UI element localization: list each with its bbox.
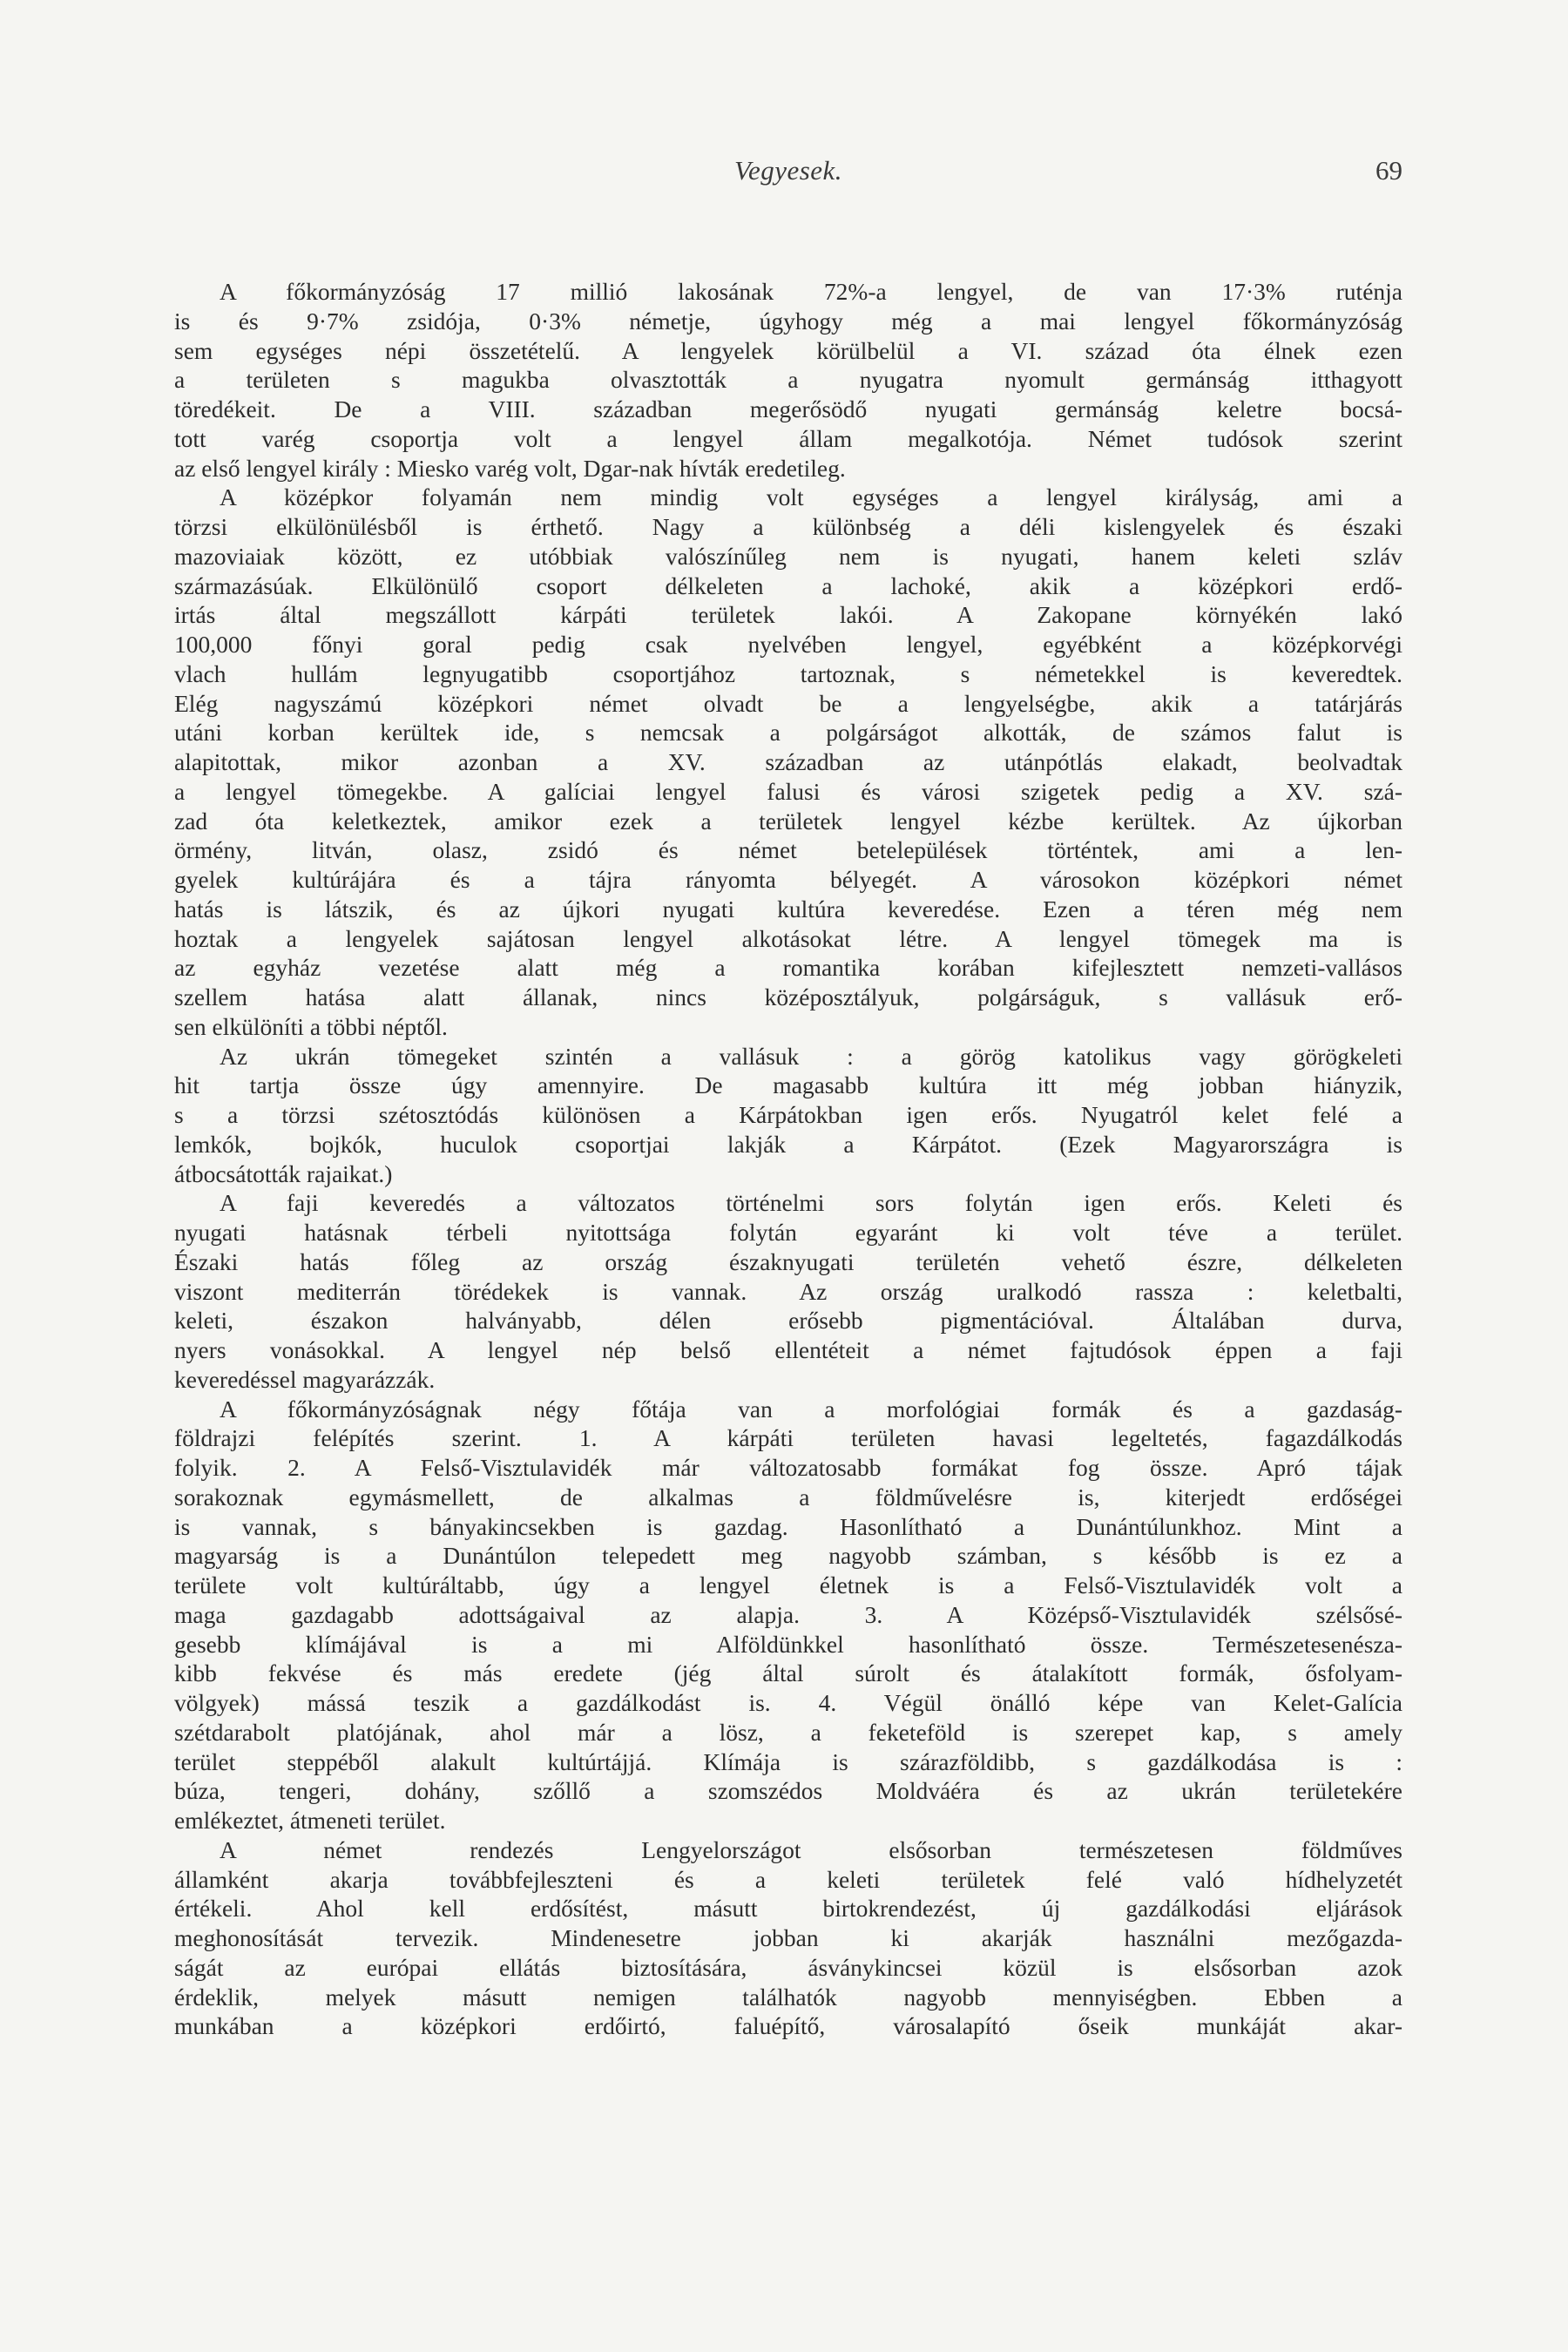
running-title: Vegyesek. bbox=[733, 155, 843, 186]
text-line: terület steppéből alakult kultúrtájjá. Klímája is szárazföldibb, s gazdálkodása is : bbox=[174, 1747, 1402, 1775]
text-line: ságát az európai ellátás biztosítására, ásványkincsei közül is elsősorban azok bbox=[174, 1953, 1402, 1981]
text-line: töredékeit. De a VIII. században megerősödő nyugati germánság keletre bocsá- bbox=[174, 395, 1402, 422]
text-line: zad óta keletkeztek, amikor ezek a területek lengyel kézbe kerültek. Az újkorban bbox=[174, 807, 1402, 835]
page-number: 69 bbox=[1375, 155, 1402, 186]
text-line: is és 9·7% zsidója, 0·3% németje, úgyhogy még a mai lengyel főkormányzóság bbox=[174, 307, 1402, 335]
text-line: is vannak, s bányakincsekben is gazdag. Hasonlítható a Dunántúlunkhoz. Mint a bbox=[174, 1512, 1402, 1540]
text-line: nyugati hatásnak térbeli nyitottsága folytán egyaránt ki volt téve a terület. bbox=[174, 1219, 1402, 1246]
body-text bbox=[174, 277, 1402, 2041]
text-line: vlach hullám legnyugatibb csoportjához tartoznak, s németekkel is keveredtek. bbox=[174, 659, 1402, 687]
text-line: meghonosítását tervezik. Mindenesetre jobban ki akarják használni mezőgazda- bbox=[174, 1924, 1402, 1951]
text-line: földrajzi felépítés szerint. 1. A kárpáti területen havasi legeltetés, fagazdálkodás bbox=[174, 1424, 1402, 1452]
text-line: A középkor folyamán nem mindig volt egységes a lengyel királyság, ami a bbox=[220, 483, 1402, 511]
text-line: sen elkülöníti a többi néptől. bbox=[174, 1012, 448, 1040]
text-line: keleti, északon halványabb, délen erősebb pigmentációval. Általában durva, bbox=[174, 1307, 1402, 1335]
text-line: sem egységes népi összetételű. A lengyelek körülbelül a VI. század óta élnek ezen bbox=[174, 336, 1402, 364]
text-line: Az ukrán tömegeket szintén a vallásuk : a görög katolikus vagy görögkeleti bbox=[220, 1042, 1402, 1070]
text-line: viszont mediterrán törédekek is vannak. Az ország uralkodó rassza : keletbalti, bbox=[174, 1277, 1402, 1305]
text-line: származásúak. Elkülönülő csoport délkeleten a lachoké, akik a középkori erdő- bbox=[174, 571, 1402, 599]
text-line: érdeklik, melyek másutt nemigen találhatók nagyobb mennyiségben. Ebben a bbox=[174, 1983, 1402, 2011]
text-line: A faji keveredés a változatos történelmi sors folytán igen erős. Keleti és bbox=[220, 1189, 1402, 1217]
text-line: maga gazdagabb adottságaival az alapja. 3. A Középső-Visztulavidék szélsősé- bbox=[174, 1600, 1402, 1628]
text-line: alapitottak, mikor azonban a XV. században az utánpótlás elakadt, beolvadtak bbox=[174, 748, 1402, 775]
text-line: Északi hatás főleg az ország északnyugati területén vehető észre, délkeleten bbox=[174, 1247, 1402, 1275]
text-line: tott varég csoportja volt a lengyel állam megalkotója. Német tudósok szerint bbox=[174, 424, 1402, 452]
text-line: a lengyel tömegekbe. A galíciai lengyel falusi és városi szigetek pedig a XV. szá- bbox=[174, 777, 1402, 805]
text-line: szétdarabolt platójának, ahol már a lösz, a feketeföld is szerepet kap, s amely bbox=[174, 1718, 1402, 1746]
text-line: az első lengyel király : Miesko varég volt, Dgar-nak hívták eredetileg. bbox=[174, 454, 846, 482]
text-line: mazoviaiak között, ez utóbbiak valószínűleg nem is nyugati, hanem keleti szláv bbox=[174, 542, 1402, 570]
text-line: utáni korban kerültek ide, s nemcsak a polgárságot alkották, de számos falut is bbox=[174, 719, 1402, 747]
text-line: 100,000 főnyi goral pedig csak nyelvében lengyel, egyébként a középkorvégi bbox=[174, 631, 1402, 658]
text-line: hoztak a lengyelek sajátosan lengyel alkotásokat létre. A lengyel tömegek ma is bbox=[174, 924, 1402, 952]
text-line: az egyház vezetése alatt még a romantika korában kifejlesztett nemzeti-vallásos bbox=[174, 954, 1402, 982]
text-line: átbocsátották rajaikat.) bbox=[174, 1159, 393, 1187]
text-line: keveredéssel magyarázzák. bbox=[174, 1365, 436, 1393]
text-line: örmény, litván, olasz, zsidó és német betelepülések történtek, ami a len- bbox=[174, 836, 1402, 864]
text-line: búza, tengeri, dohány, szőllő a szomszédos Moldváéra és az ukrán területekére bbox=[174, 1777, 1402, 1805]
text-line: államként akarja továbbfejleszteni és a keleti területek felé való hídhelyzetét bbox=[174, 1865, 1402, 1893]
text-line: s a törzsi szétosztódás különösen a Kárpátokban igen erős. Nyugatról kelet felé a bbox=[174, 1101, 1402, 1128]
text-line: folyik. 2. A Felső-Visztulavidék már változatosabb formákat fog össze. Apró tájak bbox=[174, 1454, 1402, 1481]
text-line: A német rendezés Lengyelországot elsősorban természetesen földműves bbox=[220, 1835, 1402, 1863]
text-line: értékeli. Ahol kell erdősítést, másutt birtokrendezést, új gazdálkodási eljárások bbox=[174, 1895, 1402, 1923]
page-header bbox=[174, 155, 1402, 199]
text-line: kibb fekvése és más eredete (jég által súrolt és átalakított formák, ősfolyam- bbox=[174, 1659, 1402, 1687]
text-line: nyers vonásokkal. A lengyel nép belső ellentéteit a német fajtudósok éppen a faji bbox=[174, 1336, 1402, 1363]
text-line: völgyek) mássá teszik a gazdálkodást is. 4. Végül önálló képe van Kelet-Galícia bbox=[174, 1689, 1402, 1716]
text-line: törzsi elkülönülésből is érthető. Nagy a különbség a déli kislengyelek és északi bbox=[174, 513, 1402, 540]
text-line: hatás is látszik, és az újkori nyugati kultúra keveredése. Ezen a téren még nem bbox=[174, 895, 1402, 923]
text-line: A főkormányzóság 17 millió lakosának 72%-a lengyel, de van 17·3% ruténja bbox=[220, 278, 1402, 305]
text-line: területe volt kultúráltabb, úgy a lengyel életnek is a Felső-Visztulavidék volt a bbox=[174, 1571, 1402, 1598]
text-line: irtás által megszállott kárpáti területek lakói. A Zakopane környékén lakó bbox=[174, 601, 1402, 629]
text-line: hit tartja össze úgy amennyire. De magasabb kultúra itt még jobban hiányzik, bbox=[174, 1071, 1402, 1099]
text-line: gyelek kultúrájára és a tájra rányomta bélyegét. A városokon középkori német bbox=[174, 866, 1402, 893]
text-line: A főkormányzóságnak négy főtája van a morfológiai formák és a gazdaság- bbox=[220, 1395, 1402, 1423]
text-line: Elég nagyszámú középkori német olvadt be a lengyelségbe, akik a tatárjárás bbox=[174, 689, 1402, 717]
text-line: munkában a középkori erdőirtó, faluépítő, városalapító őseik munkáját akar- bbox=[174, 2012, 1402, 2040]
text-line: emlékeztet, átmeneti terület. bbox=[174, 1807, 446, 1834]
text-line: sorakoznak egymásmellett, de alkalmas a földművelésre is, kiterjedt erdőségei bbox=[174, 1483, 1402, 1511]
text-line: lemkók, bojkók, huculok csoportjai lakják a Kárpátot. (Ezek Magyarországra is bbox=[174, 1130, 1402, 1158]
text-line: gesebb klímájával is a mi Alföldünkkel hasonlítható össze. Természetesenésza- bbox=[174, 1630, 1402, 1658]
text-line: a területen s magukba olvasztották a nyugatra nyomult germánság itthagyott bbox=[174, 366, 1402, 394]
text-line: szellem hatása alatt állanak, nincs középosztályuk, polgárságuk, s vallásuk erő- bbox=[174, 983, 1402, 1010]
text-line: magyarság is a Dunántúlon telepedett meg nagyobb számban, s később is ez a bbox=[174, 1542, 1402, 1570]
